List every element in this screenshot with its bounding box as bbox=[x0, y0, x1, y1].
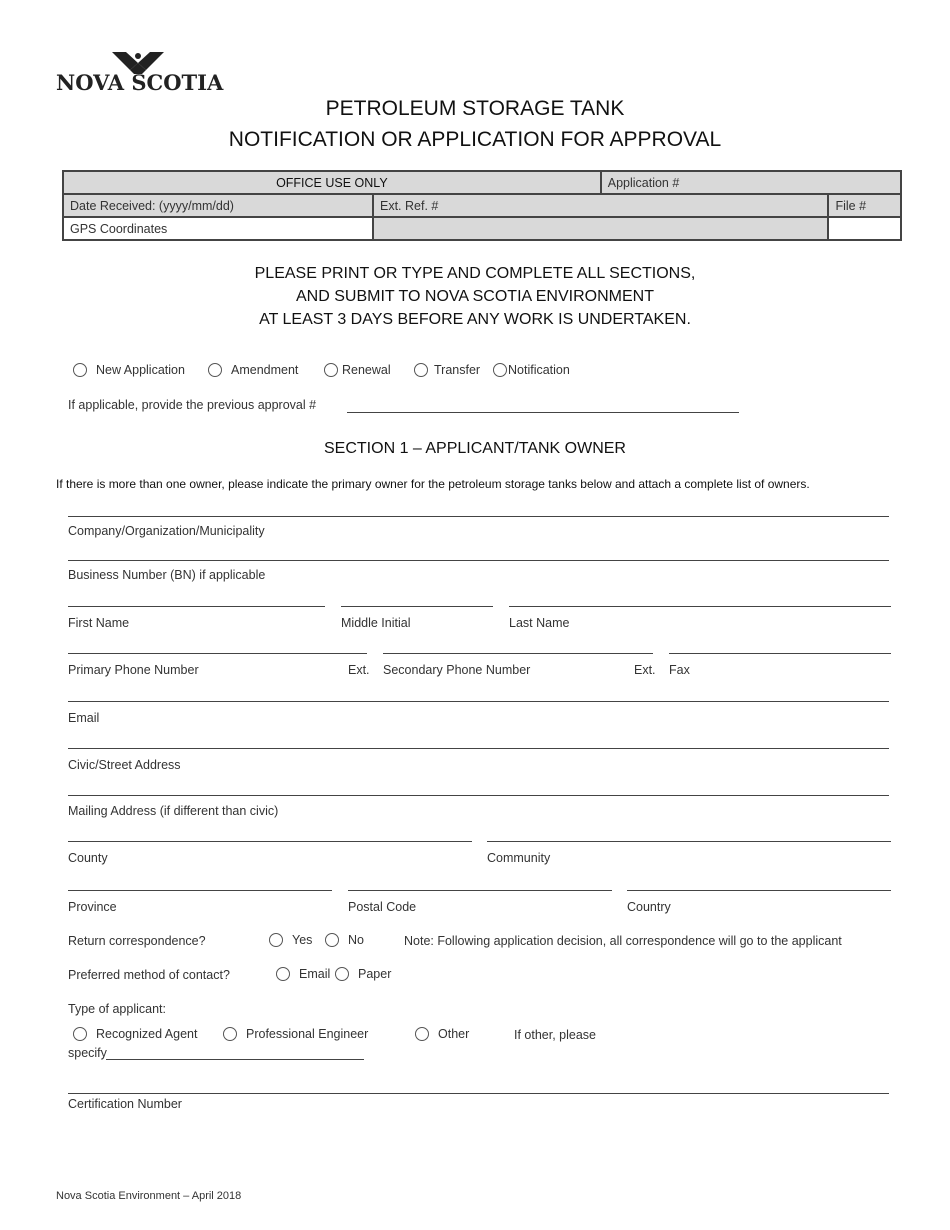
previous-approval-input[interactable] bbox=[347, 412, 739, 413]
middle-initial-input[interactable] bbox=[341, 606, 493, 607]
return-correspondence-label: Return correspondence? bbox=[68, 934, 206, 948]
postal-code-input[interactable] bbox=[348, 890, 612, 891]
contact-method-label: Preferred method of contact? bbox=[68, 968, 230, 982]
radio-circle-icon[interactable] bbox=[493, 363, 507, 377]
civic-address-input[interactable] bbox=[68, 748, 889, 749]
form-title-line1: PETROLEUM STORAGE TANK bbox=[325, 97, 625, 120]
fax-input[interactable] bbox=[669, 653, 891, 654]
radio-return-no[interactable]: No bbox=[325, 933, 364, 948]
last-name-input[interactable] bbox=[509, 606, 891, 607]
radio-circle-icon[interactable] bbox=[73, 1027, 87, 1041]
logo-wordmark: NOVA SCOTIA bbox=[56, 70, 224, 95]
radio-circle-icon[interactable] bbox=[414, 363, 428, 377]
gps-extra-cell bbox=[828, 217, 901, 240]
instructions-line2: AND SUBMIT TO NOVA SCOTIA ENVIRONMENT bbox=[296, 288, 654, 305]
business-number-label: Business Number (BN) if applicable bbox=[68, 568, 266, 582]
radio-other[interactable]: Other bbox=[415, 1027, 469, 1042]
primary-phone-input[interactable] bbox=[68, 653, 367, 654]
company-input[interactable] bbox=[68, 516, 889, 517]
radio-circle-icon[interactable] bbox=[335, 967, 349, 981]
footer-text: Nova Scotia Environment – April 2018 bbox=[56, 1190, 242, 1202]
county-input[interactable] bbox=[68, 841, 472, 842]
radio-recognized-agent[interactable]: Recognized Agent bbox=[73, 1027, 197, 1042]
country-label: Country bbox=[627, 900, 671, 914]
fax-label: Fax bbox=[669, 663, 690, 677]
previous-approval-label: If applicable, provide the previous approval # bbox=[68, 398, 317, 412]
radio-circle-icon[interactable] bbox=[324, 363, 338, 377]
application-number-cell: Application # bbox=[601, 171, 901, 194]
section1-note: If there is more than one owner, please indicate the primary owner for the petroleum storage tanks below and attach a complete list of owners. bbox=[56, 477, 810, 491]
secondary-phone-label: Secondary Phone Number bbox=[383, 663, 531, 677]
mailing-address-label: Mailing Address (if different than civic) bbox=[68, 804, 279, 818]
last-name-label: Last Name bbox=[509, 616, 570, 630]
radio-circle-icon[interactable] bbox=[73, 363, 87, 377]
ext-ref-cell: Ext. Ref. # bbox=[373, 194, 828, 217]
province-input[interactable] bbox=[68, 890, 332, 891]
nova-scotia-logo bbox=[56, 50, 226, 96]
radio-notification[interactable]: Notification bbox=[493, 363, 570, 378]
radio-transfer[interactable]: Transfer bbox=[414, 363, 480, 378]
radio-new-application[interactable]: New Application bbox=[73, 363, 185, 378]
certification-number-input[interactable] bbox=[68, 1093, 889, 1094]
form-title-line2: NOTIFICATION OR APPLICATION FOR APPROVAL bbox=[228, 128, 722, 151]
section1-title: SECTION 1 – APPLICANT/TANK OWNER bbox=[324, 440, 626, 457]
gps-coordinates-cell: GPS Coordinates bbox=[63, 217, 373, 240]
file-number-cell: File # bbox=[828, 194, 901, 217]
radio-circle-icon[interactable] bbox=[269, 933, 283, 947]
radio-circle-icon[interactable] bbox=[325, 933, 339, 947]
business-number-input[interactable] bbox=[68, 560, 889, 561]
radio-contact-paper[interactable]: Paper bbox=[335, 967, 391, 982]
community-input[interactable] bbox=[487, 841, 891, 842]
certification-number-label: Certification Number bbox=[68, 1097, 182, 1111]
radio-renewal[interactable]: Renewal bbox=[324, 363, 391, 378]
primary-ext-label: Ext. bbox=[348, 663, 370, 677]
office-use-heading: OFFICE USE ONLY bbox=[63, 171, 601, 194]
first-name-input[interactable] bbox=[68, 606, 325, 607]
specify-label: specify bbox=[68, 1046, 107, 1060]
return-correspondence-note: Note: Following application decision, all correspondence will go to the applicant bbox=[404, 934, 842, 948]
applicant-type-label: Type of applicant: bbox=[68, 1002, 166, 1016]
instructions-line1: PLEASE PRINT OR TYPE AND COMPLETE ALL SECTIONS, bbox=[254, 265, 696, 282]
email-input[interactable] bbox=[68, 701, 889, 702]
radio-circle-icon[interactable] bbox=[223, 1027, 237, 1041]
instructions-line3: AT LEAST 3 DAYS BEFORE ANY WORK IS UNDERTAKEN. bbox=[259, 311, 691, 328]
first-name-label: First Name bbox=[68, 616, 130, 630]
radio-circle-icon[interactable] bbox=[276, 967, 290, 981]
middle-initial-label: Middle Initial bbox=[341, 616, 411, 630]
radio-circle-icon[interactable] bbox=[415, 1027, 429, 1041]
radio-circle-icon[interactable] bbox=[208, 363, 222, 377]
if-other-label: If other, please bbox=[514, 1028, 597, 1042]
primary-phone-label: Primary Phone Number bbox=[68, 663, 199, 677]
civic-address-label: Civic/Street Address bbox=[68, 758, 181, 772]
country-input[interactable] bbox=[627, 890, 891, 891]
office-use-table bbox=[62, 170, 902, 241]
instructions bbox=[0, 262, 950, 331]
community-label: Community bbox=[487, 851, 551, 865]
radio-return-yes[interactable]: Yes bbox=[269, 933, 312, 948]
specify-other-input[interactable] bbox=[106, 1059, 364, 1060]
radio-contact-email[interactable]: Email bbox=[276, 967, 330, 982]
radio-professional-engineer[interactable]: Professional Engineer bbox=[223, 1027, 368, 1042]
secondary-ext-label: Ext. bbox=[634, 663, 656, 677]
county-label: County bbox=[68, 851, 108, 865]
radio-amendment[interactable]: Amendment bbox=[208, 363, 298, 378]
date-received-cell: Date Received: (yyyy/mm/dd) bbox=[63, 194, 373, 217]
mailing-address-input[interactable] bbox=[68, 795, 889, 796]
secondary-phone-input[interactable] bbox=[383, 653, 653, 654]
postal-code-label: Postal Code bbox=[348, 900, 417, 914]
province-label: Province bbox=[68, 900, 117, 914]
email-label: Email bbox=[68, 711, 100, 725]
gps-value-cell bbox=[373, 217, 828, 240]
company-label: Company/Organization/Municipality bbox=[68, 524, 265, 538]
